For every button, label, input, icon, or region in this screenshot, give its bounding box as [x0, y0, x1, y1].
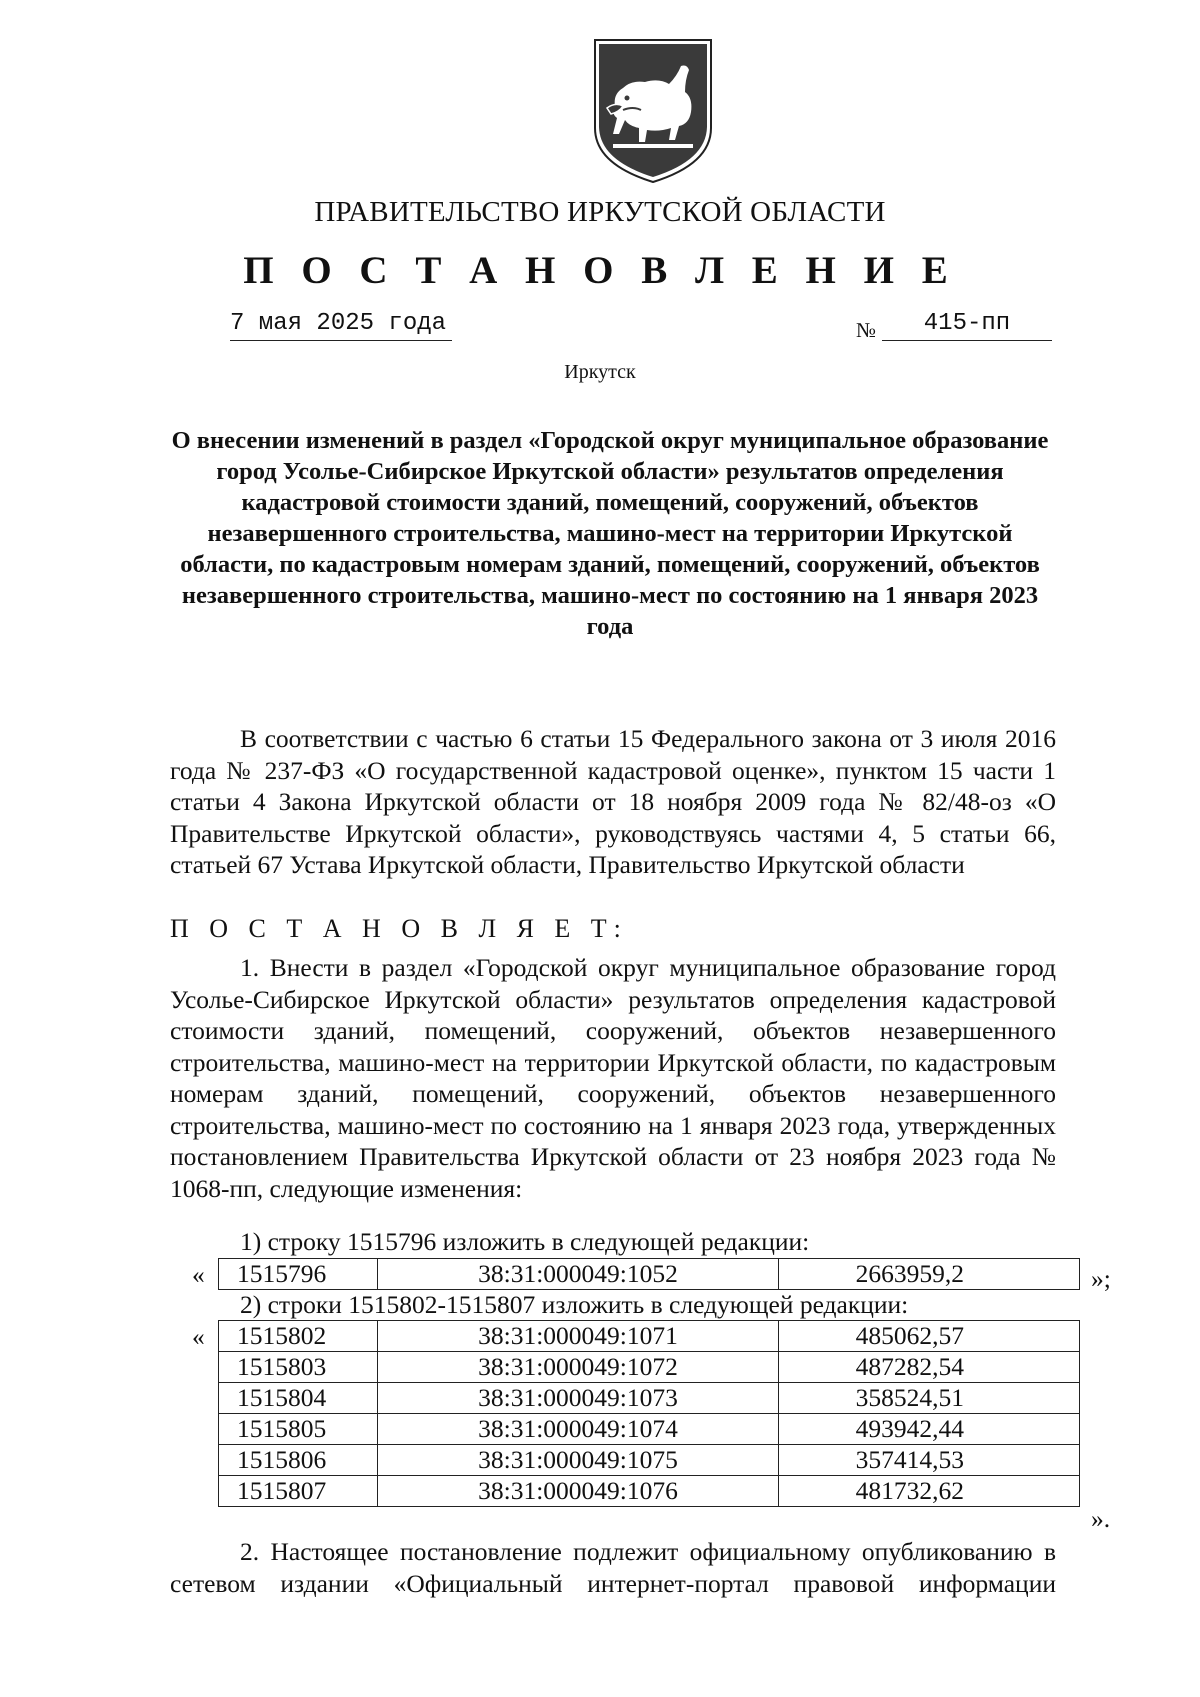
irkutsk-coat-of-arms-icon	[593, 36, 713, 184]
item-1-paragraph: 1. Внести в раздел «Городской округ муниципальное образование город Усолье-Сибирское Иркутской области» результатов определения кадастровой стоимости зданий, помещений, сооружений, объектов незавершенного строительства, машино-мест на территории Иркутской области, по кадастровым номерам зданий, помещений, сооружений, объектов незавершенного строительства, машино-мест по состоянию на 1 января 2023 года, утвержденных постановлением Правительства Иркутской области от 23 ноября 2023 года № 1068-пп, следующие изменения:	[170, 953, 1056, 1203]
table-1-body	[219, 1259, 1080, 1290]
government-name: ПРАВИТЕЛЬСТВО ИРКУТСКОЙ ОБЛАСТИ	[314, 196, 886, 228]
table-row-1515796	[218, 1258, 1080, 1290]
table-row	[219, 1476, 1080, 1507]
cadastral-value: 481732,62	[779, 1476, 1080, 1507]
cadastral-value: 2663959,2	[779, 1259, 1080, 1290]
row-id: 1515806	[219, 1445, 378, 1476]
table-row	[219, 1445, 1080, 1476]
table-row	[219, 1321, 1080, 1352]
city-name: Иркутск	[564, 361, 636, 383]
close-quote-1: »;	[1091, 1264, 1111, 1293]
row-id: 1515803	[219, 1352, 378, 1383]
decree-word: П О С Т А Н О В Л Я Е Т:	[170, 914, 628, 943]
document-heading: О внесении изменений в раздел «Городской округ муниципальное образование город Усолье-Сибирское Иркутской области» результатов определения кадастровой стоимости зданий, помещений, сооружений, объектов незавершенного строительства, машино-мест на территории Иркутской области, по кадастровым номерам зданий, помещений, сооружений, объектов незавершенного строительства, машино-мест по состоянию на 1 января 2023 года	[171, 427, 1049, 640]
cadastral-number: 38:31:000049:1071	[378, 1321, 779, 1352]
number-sign: №	[856, 318, 877, 342]
table-row	[219, 1259, 1080, 1290]
cadastral-number: 38:31:000049:1073	[378, 1383, 779, 1414]
cadastral-value: 487282,54	[779, 1352, 1080, 1383]
close-quote-2: ».	[1091, 1504, 1111, 1533]
open-quote-1: «	[192, 1260, 205, 1289]
table-row	[219, 1383, 1080, 1414]
preamble-paragraph: В соответствии с частью 6 статьи 15 Федерального закона от 3 июля 2016 года № 237-ФЗ «О государственной кадастровой оценке», пунктом 15 части 1 статьи 4 Закона Иркутской области от 18 ноября 2009 года № 82/48-оз «О Правительстве Иркутской области», руководствуясь частями 4, 5 статьи 66, статьей 67 Устава Иркутской области, Правительство Иркутской области	[170, 724, 1056, 879]
table-row	[219, 1414, 1080, 1445]
cadastral-number: 38:31:000049:1076	[378, 1476, 779, 1507]
cadastral-value: 493942,44	[779, 1414, 1080, 1445]
document-number: 415-пп	[882, 310, 1052, 341]
row-id: 1515796	[219, 1259, 378, 1290]
document-date: 7 мая 2025 года	[230, 310, 452, 341]
cadastral-value: 357414,53	[779, 1445, 1080, 1476]
table-rows-1515802-1515807	[218, 1320, 1080, 1507]
item-2-paragraph: 2. Настоящее постановление подлежит официальному опубликованию в сетевом издании «Официальный интернет-портал правовой информации	[170, 1537, 1056, 1598]
subitem-2-text: 2) строки 1515802-1515807 изложить в следующей редакции:	[240, 1290, 909, 1319]
open-quote-2: «	[192, 1322, 205, 1351]
row-id: 1515807	[219, 1476, 378, 1507]
cadastral-number: 38:31:000049:1052	[378, 1259, 779, 1290]
cadastral-value: 485062,57	[779, 1321, 1080, 1352]
table-2-body	[219, 1321, 1080, 1507]
table-row	[219, 1352, 1080, 1383]
row-id: 1515802	[219, 1321, 378, 1352]
subitem-1-text: 1) строку 1515796 изложить в следующей редакции:	[240, 1227, 810, 1256]
row-id: 1515805	[219, 1414, 378, 1445]
cadastral-number: 38:31:000049:1075	[378, 1445, 779, 1476]
row-id: 1515804	[219, 1383, 378, 1414]
cadastral-number: 38:31:000049:1072	[378, 1352, 779, 1383]
cadastral-number: 38:31:000049:1074	[378, 1414, 779, 1445]
cadastral-value: 358524,51	[779, 1383, 1080, 1414]
document-type-title: П О С Т А Н О В Л Е Н И Е	[243, 249, 957, 292]
